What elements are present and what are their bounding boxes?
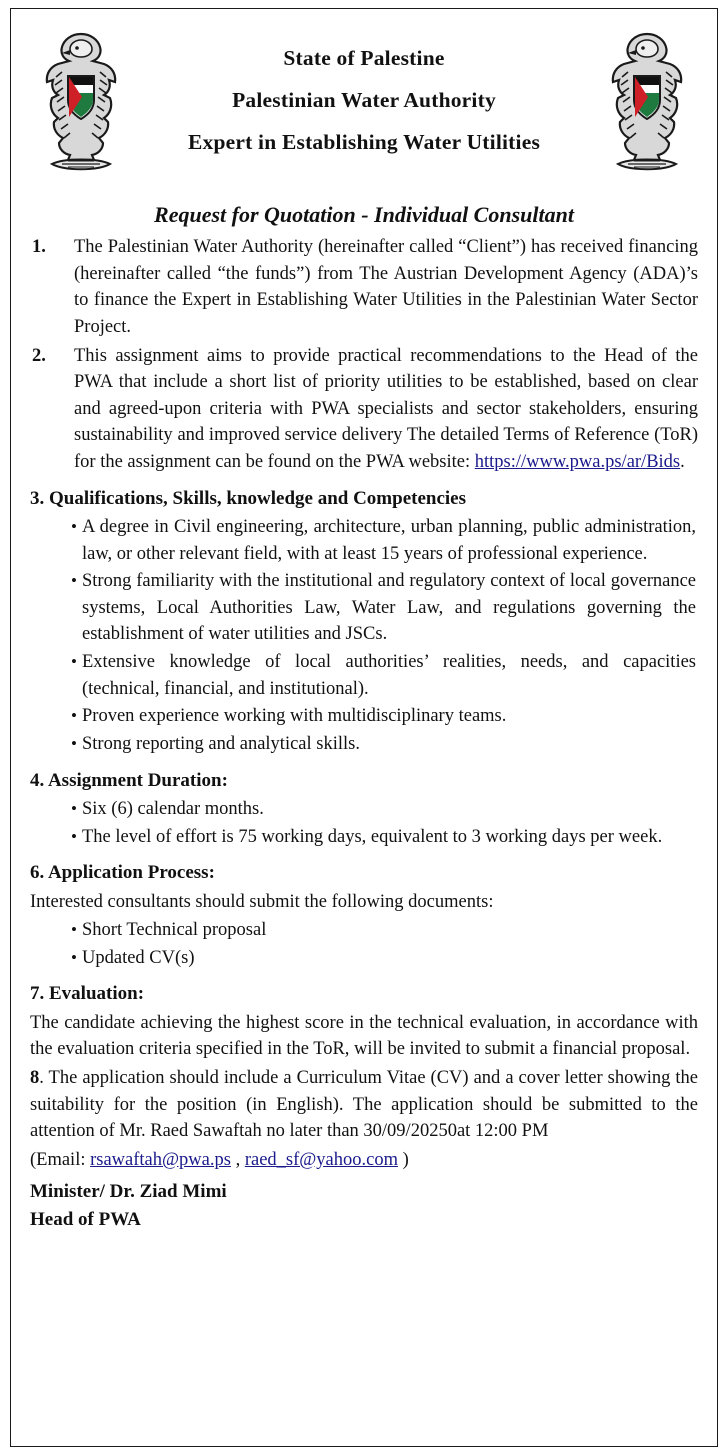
- bullet-icon: •: [71, 826, 77, 846]
- bullet-icon: •: [71, 947, 77, 967]
- bullet-icon: •: [71, 920, 77, 940]
- document-subtitle: Request for Quotation - Individual Consultant: [154, 202, 574, 227]
- document-header: [30, 22, 698, 192]
- bullet-icon: •: [71, 706, 77, 726]
- section-7-heading: 7. Evaluation:: [30, 983, 145, 1005]
- section-3-bullet-5: Strong reporting and analytical skills.: [82, 733, 360, 754]
- list-item: [30, 945, 698, 972]
- bullet-icon: •: [71, 652, 77, 672]
- header-line-authority: Palestinian Water Authority: [232, 87, 496, 112]
- list-item: [30, 731, 698, 758]
- list-item: [30, 796, 698, 823]
- section-3-heading: 3. Qualifications, Skills, knowledge and Competencies: [30, 487, 466, 509]
- section-6-bullet-2: Updated CV(s): [82, 947, 195, 968]
- email-suffix: ): [398, 1149, 409, 1170]
- email-separator: ,: [230, 1149, 245, 1170]
- section-4-bullets: [30, 796, 698, 850]
- section-3-bullet-4: Proven experience working with multidisciplinary teams.: [82, 706, 507, 727]
- signature-role: Head of PWA: [30, 1209, 141, 1231]
- bullet-icon: •: [71, 516, 77, 536]
- section-8-number: 8: [30, 1068, 40, 1089]
- email-link-pwa[interactable]: rsawaftah@pwa.ps: [90, 1149, 231, 1170]
- clause-2-text: [74, 343, 698, 476]
- list-item: [30, 514, 698, 567]
- section-6-bullet-1: Short Technical proposal: [82, 920, 267, 941]
- section-3-bullet-3: Extensive knowledge of local authorities’ realities, needs, and capacities (technical, financial, and institutional).: [82, 652, 696, 699]
- section-4-heading: 4. Assignment Duration:: [30, 769, 228, 791]
- contact-emails: [30, 1147, 698, 1174]
- email-link-yahoo[interactable]: raed_sf@yahoo.com: [244, 1149, 398, 1170]
- clause-2: [30, 343, 698, 476]
- section-8-body: . The application should include a Curriculum Vitae (CV) and a cover letter showing the suitability for the position (in English). The application should be submitted to the attention of Mr. Raed Sawaftah no later than 30/09/20250at 12:00 PM: [30, 1068, 698, 1142]
- palestine-coat-of-arms-right-icon: [604, 28, 690, 188]
- pwa-bids-link[interactable]: https://www.pwa.ps/ar/Bids: [474, 452, 681, 472]
- section-8-text: [30, 1065, 698, 1145]
- header-title-block: [30, 22, 698, 164]
- section-3-bullet-1: A degree in Civil engineering, architecture, urban planning, public administration, law, or other relevant field, with at least 15 years of professional experience.: [82, 516, 696, 564]
- section-6-heading: 6. Application Process:: [30, 862, 215, 884]
- email-prefix: (Email:: [30, 1149, 91, 1170]
- section-4-bullet-1: Six (6) calendar months.: [82, 798, 264, 819]
- section-3-bullets: [30, 514, 698, 758]
- document-content: [16, 14, 712, 1235]
- list-item: [30, 703, 698, 730]
- section-6-bullets: [30, 917, 698, 971]
- clause-2-number: 2.: [32, 345, 46, 366]
- palestine-coat-of-arms-left-icon: [38, 28, 124, 188]
- header-line-state: State of Palestine: [283, 46, 445, 70]
- clause-1-number: 1.: [32, 237, 46, 257]
- signature-block: [30, 1178, 698, 1235]
- clause-2-text-before-link: This assignment aims to provide practical recommendations to the Head of the PWA that include a short list of priority utilities to be established, based on clear and agreed-upon criteria with PWA specialists and sector stakeholders, ensuring sustainability and improved service delivery The detailed Terms of Reference (ToR) for the assignment can be found on the PWA website:: [74, 345, 698, 472]
- bullet-icon: •: [71, 571, 77, 591]
- list-item: [30, 649, 698, 702]
- clause-1-text: The Palestinian Water Authority (hereinafter called “Client”) has received financing (hereinafter called “the funds”) from The Austrian Development Agency (ADA)’s to finance the Expert in Establishing Water Utilities in the Palestinian Water Sector Project.: [74, 237, 698, 337]
- list-item: [30, 917, 698, 944]
- list-item: [30, 824, 698, 851]
- bullet-icon: •: [71, 733, 77, 753]
- document-body: [30, 234, 698, 1235]
- section-3-bullet-2: Strong familiarity with the institutional and regulatory context of local governance systems, Local Authorities Law, Water Law, and regulations governing the establishment of water utilities and JSCs.: [82, 571, 696, 645]
- bullet-icon: •: [71, 798, 77, 818]
- section-4-bullet-2: The level of effort is 75 working days, equivalent to 3 working days per week.: [82, 826, 663, 847]
- list-item: [30, 568, 698, 648]
- clause-2-text-after-link: .: [680, 452, 685, 472]
- signature-minister: Minister/ Dr. Ziad Mimi: [30, 1180, 227, 1202]
- section-6-intro: Interested consultants should submit the following documents:: [30, 891, 494, 912]
- section-7-text: The candidate achieving the highest score in the technical evaluation, in accordance with the evaluation criteria specified in the ToR, will be invited to submit a financial proposal.: [30, 1012, 698, 1060]
- clause-1: [30, 234, 698, 341]
- header-line-position: Expert in Establishing Water Utilities: [187, 129, 541, 154]
